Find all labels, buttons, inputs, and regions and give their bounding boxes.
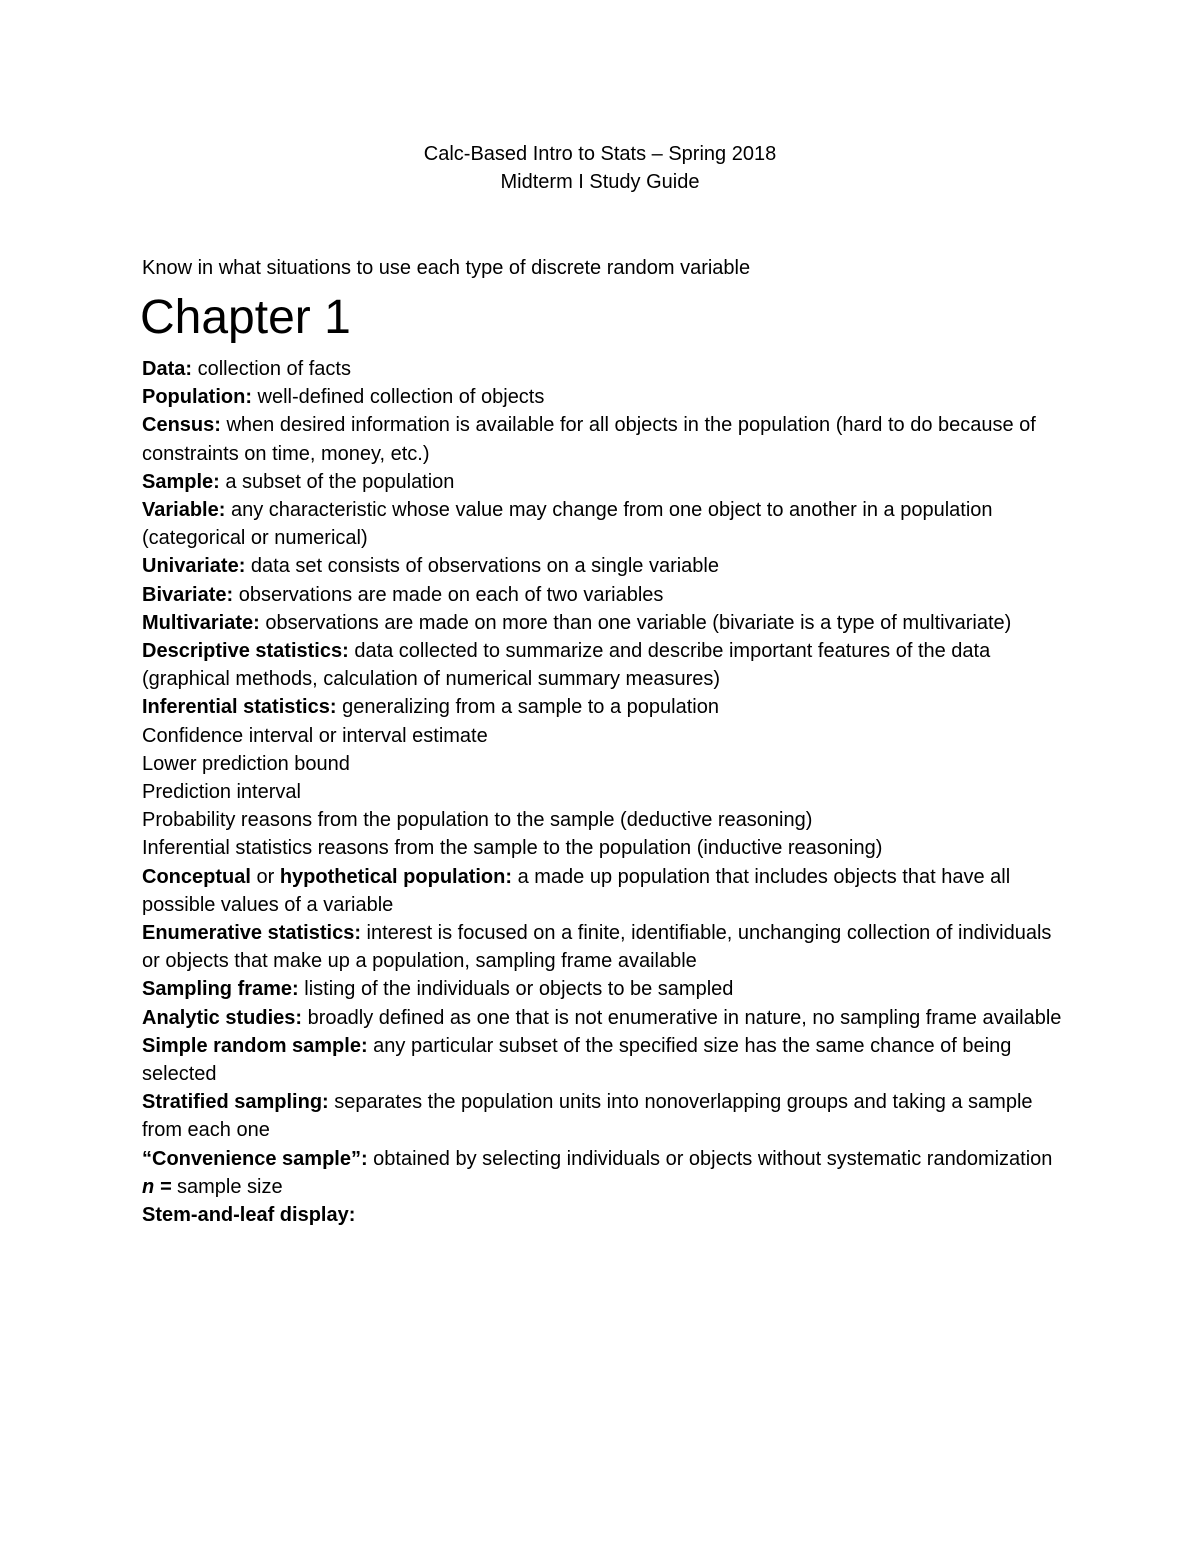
document-header: [0, 140, 1200, 196]
definition-term: hypothetical population:: [279, 865, 513, 888]
definition-entry: [142, 383, 1072, 411]
definition-term: Enumerative statistics:: [142, 922, 361, 945]
definition-entry: [142, 637, 1072, 693]
definition-entry: [142, 581, 1072, 609]
definition-connector: or: [250, 865, 280, 888]
document-title: Calc-Based Intro to Stats – Spring 2018: [423, 143, 777, 165]
definition-entry: [142, 919, 1072, 975]
definition-text: Prediction interval: [142, 781, 301, 804]
definition-entry: [142, 1145, 1072, 1173]
definition-text: collection of facts: [192, 358, 351, 380]
definition-entry: [142, 834, 1072, 862]
definition-text: data set consists of observations on a single variable: [245, 555, 719, 578]
definition-term: Analytic studies:: [142, 1006, 303, 1029]
definition-entry: [142, 1173, 1072, 1201]
definition-term: Sample:: [142, 470, 220, 493]
definition-text: observations are made on more than one variable (bivariate is a type of multivariate): [259, 611, 1012, 634]
definition-entry: [142, 468, 1072, 496]
definition-entry: [142, 806, 1072, 834]
definition-term: Simple random sample:: [142, 1034, 368, 1057]
definition-text: data collected to summarize and describe important features of the data (graphical methods, calculation of numerical summary measures): [142, 640, 991, 691]
definition-entry: [142, 496, 1072, 552]
definition-entry: [142, 863, 1072, 919]
definition-text: when desired information is available for all objects in the population (hard to do because of constraints on time, money, etc.): [142, 414, 1036, 465]
definition-text: generalizing from a sample to a population: [336, 696, 719, 719]
definition-entry: [142, 975, 1072, 1003]
definition-term: Stratified sampling:: [142, 1091, 329, 1114]
definition-term: Multivariate:: [142, 611, 260, 634]
definition-term: “Convenience sample”:: [142, 1147, 368, 1170]
definition-term: Data:: [142, 358, 193, 380]
definition-text: any particular subset of the specified size has the same chance of being selected: [142, 1034, 1012, 1086]
definition-text: Probability reasons from the population to the sample (deductive reasoning): [142, 809, 813, 832]
definition-term: Stem-and-leaf display:: [142, 1204, 356, 1227]
definition-entry: [142, 693, 1072, 721]
definition-entry: [142, 1004, 1072, 1032]
definition-text: separates the population units into nonoverlapping groups and taking a sample from each one: [142, 1091, 1033, 1142]
definition-term: Sampling frame:: [142, 978, 299, 1001]
definition-entry: [142, 1032, 1072, 1088]
definition-text: sample size: [171, 1175, 283, 1198]
document-subtitle: Midterm I Study Guide: [500, 171, 700, 193]
definition-text: broadly defined as one that is not enumerative in nature, no sampling frame available: [302, 1006, 1062, 1029]
chapter-heading: Chapter 1: [140, 291, 351, 344]
definition-term: Conceptual: [142, 865, 251, 888]
definition-text: interest is focused on a finite, identifiable, unchanging collection of individuals or objects that make up a population, sampling frame available: [142, 922, 1052, 973]
definition-entry: [142, 1088, 1072, 1144]
definition-term: Inferential statistics:: [142, 696, 337, 719]
definition-text: a subset of the population: [219, 470, 455, 493]
definition-entry: [142, 778, 1072, 806]
definition-text: a made up population that includes objects that have all possible values of a variable: [142, 865, 1011, 916]
definition-entry: [142, 722, 1072, 750]
definition-text: obtained by selecting individuals or objects without systematic randomization: [367, 1147, 1053, 1170]
definition-text: listing of the individuals or objects to be sampled: [298, 978, 734, 1001]
definition-term: Univariate:: [142, 555, 246, 578]
definition-entry: [142, 552, 1072, 580]
definition-entry: [142, 609, 1072, 637]
definition-term: Census:: [142, 414, 221, 437]
definitions-list: [142, 355, 1072, 1229]
definition-text: Lower prediction bound: [142, 752, 350, 775]
definition-text: observations are made on each of two variables: [233, 583, 664, 606]
definition-entry: [142, 411, 1072, 467]
definition-term: Variable:: [142, 499, 226, 522]
definition-entry: [142, 750, 1072, 778]
definition-entry: [142, 1201, 1072, 1229]
intro-line: Know in what situations to use each type of discrete random variable: [142, 257, 751, 279]
definition-term: Population:: [142, 386, 252, 409]
definition-term: n =: [142, 1175, 172, 1198]
definition-text: Confidence interval or interval estimate: [142, 724, 488, 747]
definition-text: any characteristic whose value may change from one object to another in a population (categorical or numerical): [142, 499, 993, 550]
definition-term: Bivariate:: [142, 583, 234, 606]
definition-text: Inferential statistics reasons from the sample to the population (inductive reasoning): [142, 837, 883, 860]
definition-entry: [142, 355, 1072, 383]
definition-text: well-defined collection of objects: [251, 386, 545, 409]
definition-term: Descriptive statistics:: [142, 640, 349, 663]
